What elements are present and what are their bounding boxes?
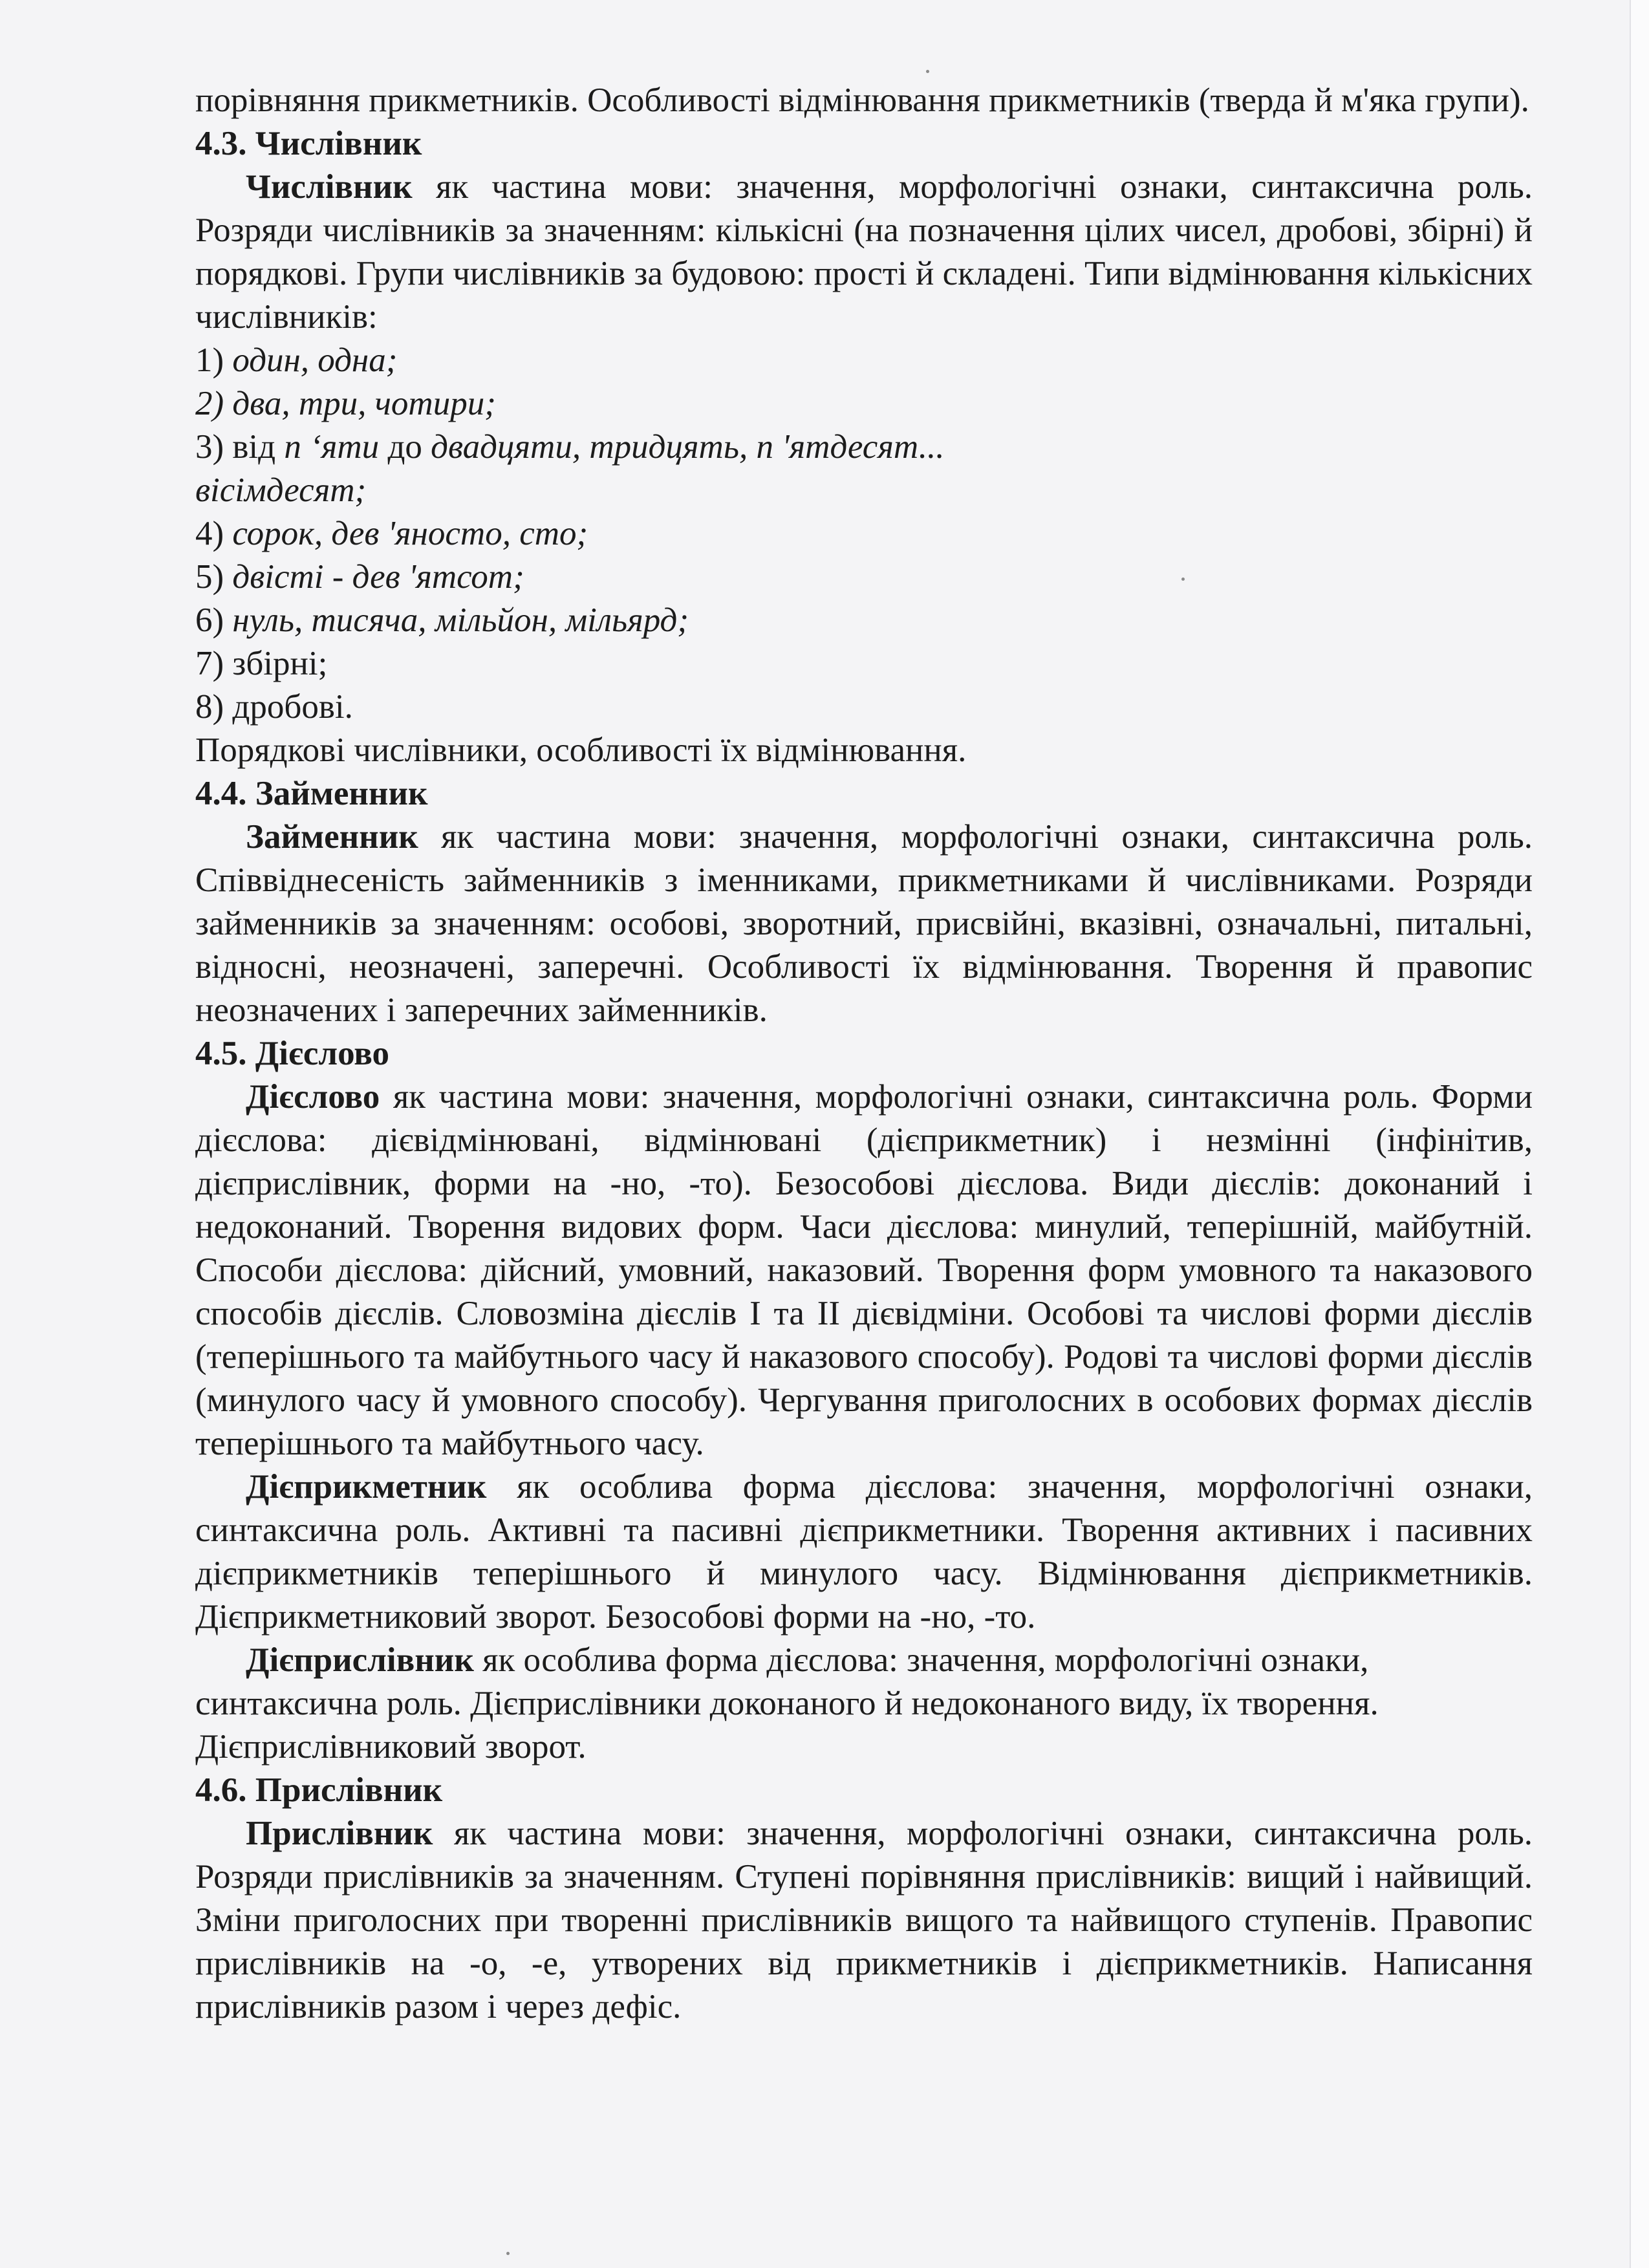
list-item: 8) дробові. [195, 688, 353, 726]
paragraph-numeral [195, 166, 1533, 339]
list-item: 7) збірні; [195, 645, 328, 682]
list-item: 6) нуль, тисяча, мільйон, мільярд; [195, 601, 689, 639]
section-heading-verb: 4.5. Дієслово [195, 1035, 390, 1072]
page-edge [1630, 0, 1649, 2268]
document-body [195, 79, 1533, 2029]
paragraph: порівняння прикметників. Особливості відмінювання прикметників (тверда й м'яка групи). [195, 81, 1529, 119]
scan-speck [926, 70, 929, 73]
list-item: 2) два, три, чотири; [195, 385, 496, 422]
term-participle: Дієприкметник [246, 1468, 487, 1506]
paragraph-text: як частина мови: значення, морфологічні ознаки, синтаксична роль. Розряди числівників за значенням: кількісні (на позначення цілих чисел, дробові, збірні) й порядкові. Групи числівників за будовою: прості й складені. Типи відмінювання кількісних числівників: [195, 168, 1533, 336]
term-adverbial-participle: Дієприслівник [246, 1641, 474, 1679]
paragraph-pronoun [195, 815, 1533, 1032]
paragraph-line: Дієприслівниковий зворот. [195, 1728, 587, 1766]
section-heading-pronoun: 4.4. Займенник [195, 775, 428, 812]
section-heading-numeral: 4.3. Числівник [195, 125, 422, 162]
paragraph-text: як частина мови: значення, морфологічні ознаки, синтаксична роль. Співвіднесеність займенників з іменниками, прикметниками й числівниками. Розряди займенників за значенням: особові, зворотний, присвійні, вказівні, означальні, питальні, відносні, неозначені, заперечні. Особливості їх відмінювання. Творення й правопис неозначених і заперечних займенників. [195, 818, 1533, 1029]
list-item: 3) від п ‘яти до двадцяти, тридцять, п 'ятдесят... [195, 428, 945, 466]
list-item: 5) двісті - дев 'ятсот; [195, 558, 524, 596]
term-adverb: Прислівник [246, 1815, 433, 1852]
paragraph-text: як частина мови: значення, морфологічні ознаки, синтаксична роль. Розряди прислівників за значенням. Ступені порівняння прислівників: вищий і найвищий. Зміни приголосних при творенні прислівників вищого та найвищого ступенів. Правопис прислівників на -о, -е, утворених від прикметників і дієприкметників. Написання прислівників разом і через дефіс. [195, 1815, 1533, 2025]
term-verb: Дієслово [246, 1078, 380, 1116]
term-numeral: Числівник [246, 168, 413, 206]
paragraph: Порядкові числівники, особливості їх відмінювання. [195, 731, 967, 769]
paragraph-adverb [195, 1812, 1533, 2029]
paragraph-text: як частина мови: значення, морфологічні ознаки, синтаксична роль. Форми дієслова: дієвідмінювані, відмінювані (дієприкметник) і незмінні (інфінітив, дієприслівник, форми на -но, -то). Безособові дієслова. Види дієслів: доконаний і недоконаний. Творення видових форм. Часи дієслова: минулий, теперішній, майбутній. Способи дієслова: дійсний, умовний, наказовий. Творення форм умовного та наказового способів дієслів. Словозміна дієслів І та II дієвідміни. Особові та числові форми дієслів (теперішнього та майбутнього часу й наказового способу). Родові та числові форми дієслів (минулого часу й умовного способу). Чергування приголосних в особових формах дієслів теперішнього та майбутнього часу. [195, 1078, 1533, 1462]
list-item: 1) один, одна; [195, 341, 398, 379]
paragraph-text: як особлива форма дієслова: значення, морфологічні ознаки, синтаксична роль. Активні та пасивні дієприкметники. Творення активних і пасивних дієприкметників теперішнього й минулого часу. Відмінювання дієприкметників. Дієприкметниковий зворот. Безособові форми на -но, -то. [195, 1468, 1533, 1636]
term-pronoun: Займенник [246, 818, 418, 856]
list-item-continuation: вісімдесят; [195, 471, 367, 509]
section-heading-adverb: 4.6. Прислівник [195, 1771, 443, 1809]
paragraph-verb [195, 1075, 1533, 1465]
paragraph-participle [195, 1465, 1533, 1639]
paragraph-adverbial-participle: Дієприслівник як особлива форма дієслова: значення, морфологічні ознаки, [246, 1641, 1369, 1679]
scan-speck [506, 2252, 510, 2255]
paragraph-line: синтаксична роль. Дієприслівники доконаного й недоконаного виду, їх творення. [195, 1685, 1379, 1722]
numeral-declension-list [195, 339, 1533, 729]
list-item: 4) сорок, дев 'яносто, сто; [195, 515, 588, 552]
